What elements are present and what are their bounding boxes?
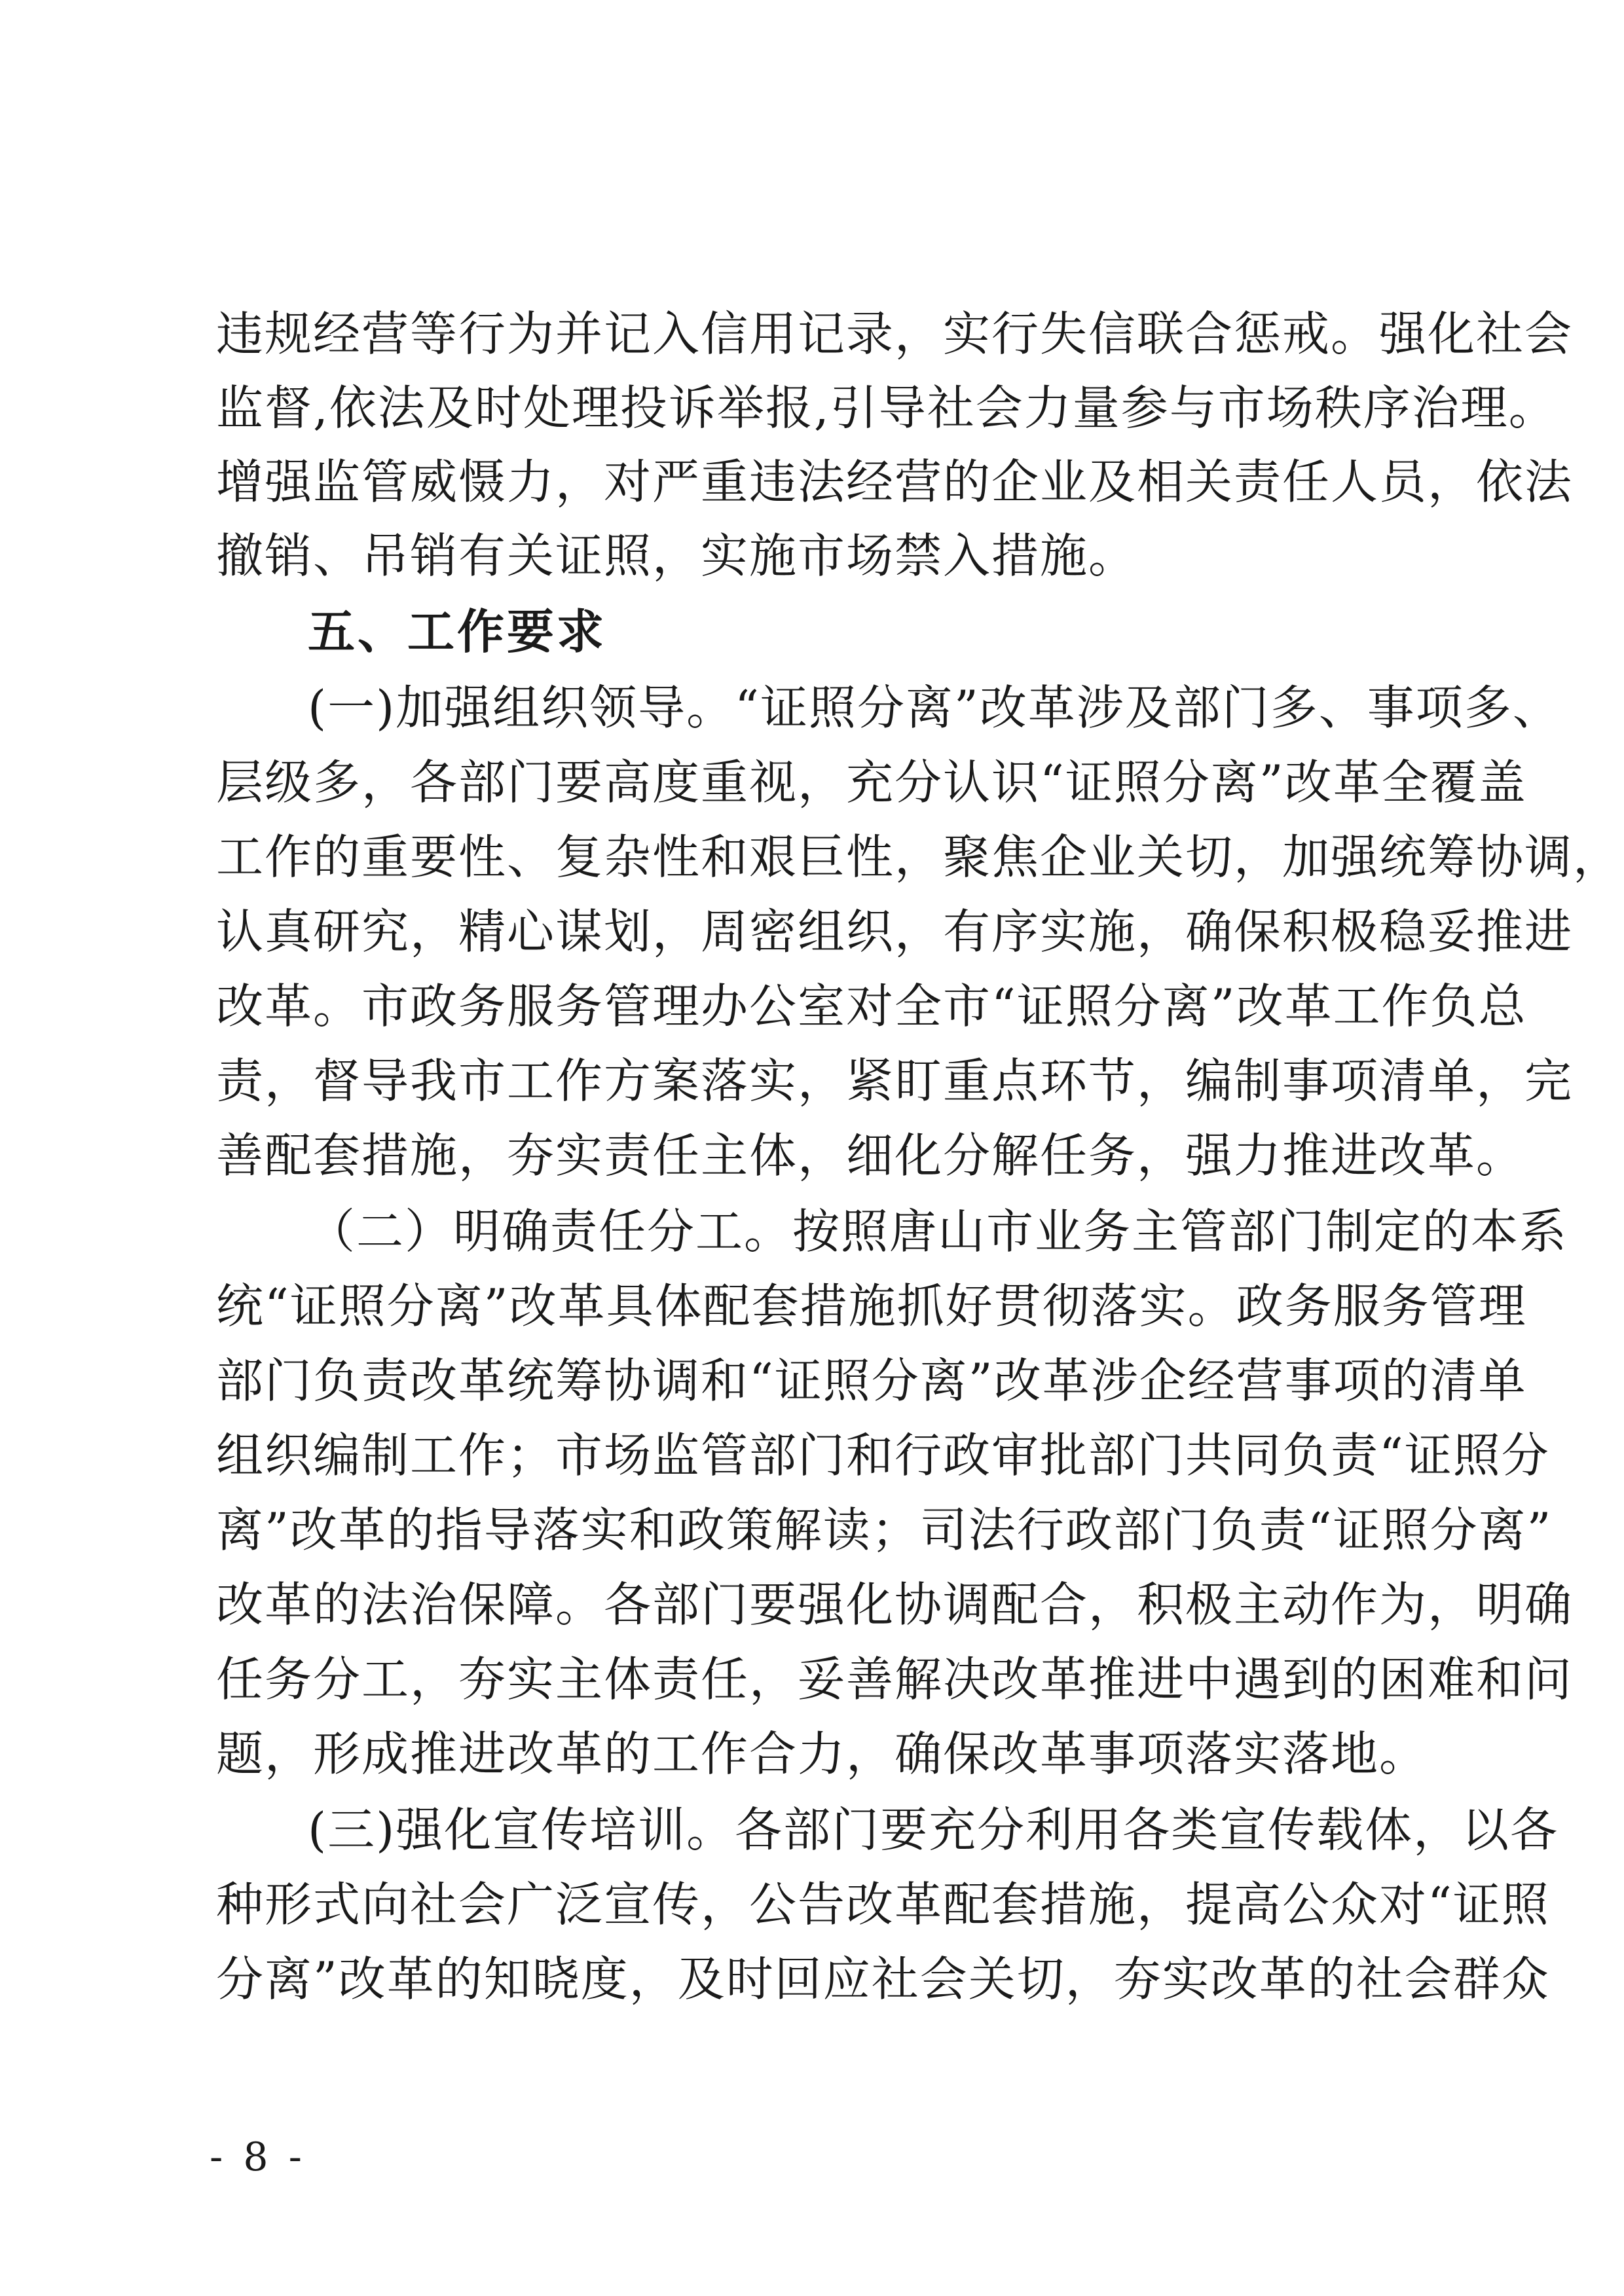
section-heading: 五、工作要求 xyxy=(308,604,607,659)
body-text-line: 题，形成推进改革的工作合力，确保改革事项落实落地。 xyxy=(216,1726,1428,1781)
body-text-line: 统“证照分离”改革具体配套措施抓好贯彻落实。政务服务管理 xyxy=(216,1279,1527,1334)
page-number: - 8 - xyxy=(210,2134,306,2180)
body-text-line: 善配套措施，夯实责任主体，细化分解任务，强力推进改革。 xyxy=(216,1128,1525,1183)
paragraph-first-line: (三)强化宣传培训。各部门要充分利用各类宣传载体，以各 xyxy=(308,1802,1559,1857)
body-text-line: 违规经营等行为并记入信用记录，实行失信联合惩戒。强化社会 xyxy=(216,306,1574,361)
body-text-line: 任务分工，夯实主体责任，妥善解决改革推进中遇到的困难和问 xyxy=(216,1652,1574,1707)
paragraph-first-line: (一)加强组织领导。“证照分离”改革涉及部门多、事项多、 xyxy=(308,680,1561,735)
paragraph-first-line: （二）明确责任分工。按照唐山市业务主管部门制定的本系 xyxy=(308,1204,1568,1259)
body-text-line: 部门负责改革统筹协调和“证照分离”改革涉企经营事项的清单 xyxy=(216,1353,1527,1408)
body-text-line: 种形式向社会广泛宣传，公告改革配套措施，提高公众对“证照 xyxy=(216,1877,1550,1932)
body-text-line: 撤销、吊销有关证照，实施市场禁入措施。 xyxy=(216,528,1137,583)
body-text-line: 责，督导我市工作方案落实，紧盯重点环节，编制事项清单，完 xyxy=(216,1053,1574,1108)
body-text-line: 认真研究，精心谋划，周密组织，有序实施，确保积极稳妥推进 xyxy=(216,904,1574,959)
body-text-line: 离”改革的指导落实和政策解读；司法行政部门负责“证照分离” xyxy=(216,1503,1553,1558)
body-text-line: 改革。市政务服务管理办公室对全市“证照分离”改革工作负总 xyxy=(216,979,1527,1034)
body-text-line: 改革的法治保障。各部门要强化协调配合，积极主动作为，明确 xyxy=(216,1577,1574,1632)
body-text-line: 工作的重要性、复杂性和艰巨性，聚焦企业关切，加强统筹协调， xyxy=(216,829,1622,884)
body-text-line: 层级多，各部门要高度重视，充分认识“证照分离”改革全覆盖 xyxy=(216,755,1527,810)
body-text-line: 监督,依法及时处理投诉举报,引导社会力量参与市场秩序治理。 xyxy=(216,380,1557,435)
body-text-line: 分离”改革的知晓度，及时回应社会关切，夯实改革的社会群众 xyxy=(216,1952,1550,2007)
body-text-line: 增强监管威慑力，对严重违法经营的企业及相关责任人员，依法 xyxy=(216,454,1574,509)
body-text-line: 组织编制工作；市场监管部门和行政审批部门共同负责“证照分 xyxy=(216,1428,1550,1483)
